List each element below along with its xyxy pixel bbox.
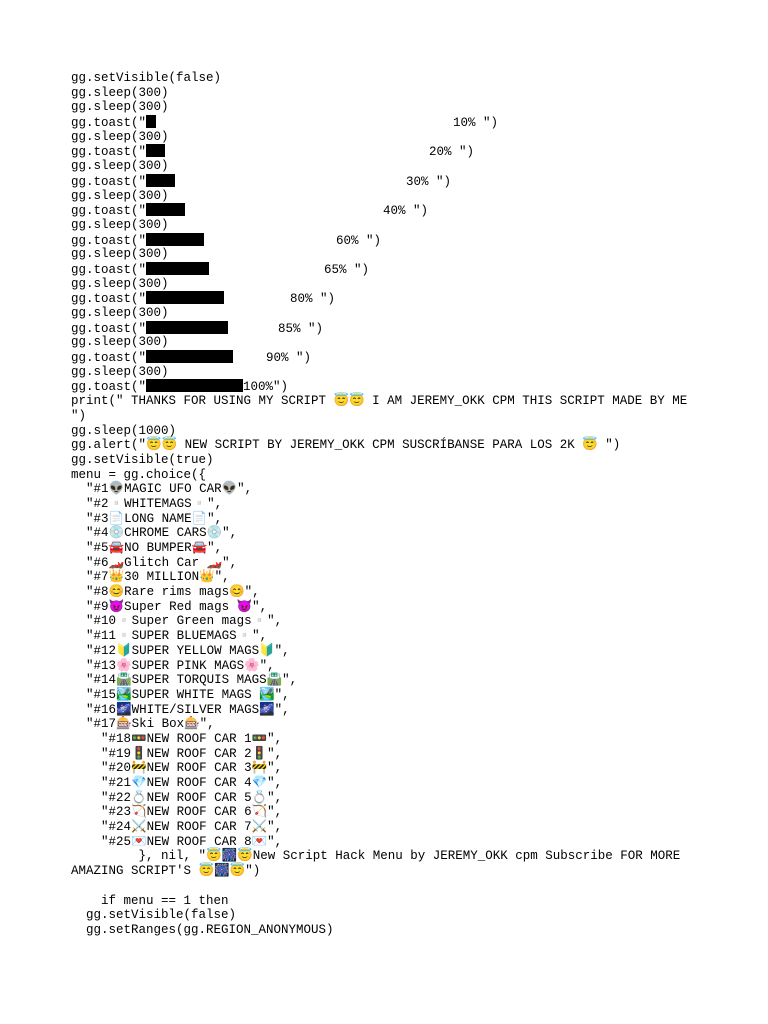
toast-call-text: gg.toast(": [71, 321, 147, 336]
code-line: "#12🔰SUPER YELLOW MAGS🔰",: [71, 643, 290, 658]
toast-progress-line: [71, 350, 691, 365]
toast-progress-line: [71, 233, 691, 248]
toast-call-text: gg.toast(": [71, 174, 147, 189]
code-line: if menu == 1 then: [71, 893, 229, 908]
progress-bar: [146, 350, 233, 363]
code-line: "#7👑30 MILLION👑",: [71, 570, 230, 585]
code-line: gg.sleep(300): [71, 188, 169, 203]
toast-call-text: gg.toast(": [71, 233, 147, 248]
code-document: [71, 71, 691, 938]
code-line: gg.setRanges(gg.REGION_ANONYMOUS): [71, 922, 334, 937]
code-line: "#15🏞️SUPER WHITE MAGS 🏞️",: [71, 687, 290, 702]
code-line: "#19🚦NEW ROOF CAR 2🚦",: [71, 746, 283, 761]
code-line: gg.sleep(300): [71, 217, 169, 232]
code-line: "#10▫️Super Green mags▫️",: [71, 614, 283, 629]
code-line: "#13🌸SUPER PINK MAGS🌸",: [71, 658, 275, 673]
code-line: gg.setVisible(false): [71, 908, 237, 923]
code-line: "#11▫️SUPER BLUEMAGS▫️",: [71, 629, 268, 644]
toast-progress-line: [71, 291, 691, 306]
progress-bar: [146, 379, 243, 392]
code-line: "#5🚘NO BUMPER🚘",: [71, 541, 223, 555]
code-line: "#21💎NEW ROOF CAR 4💎",: [71, 776, 283, 790]
toast-percent-text: 40% "): [383, 204, 429, 219]
toast-progress-line: [71, 174, 691, 189]
code-line: gg.sleep(300): [71, 85, 169, 100]
code-line: gg.sleep(300): [71, 364, 169, 379]
progress-bar: [146, 262, 209, 275]
toast-call-text: gg.toast(": [71, 145, 147, 160]
toast-percent-text: 85% "): [278, 321, 324, 336]
code-line: "#2▫️WHITEMAGS▫️",: [71, 496, 223, 511]
code-line: "): [71, 408, 87, 423]
code-line: menu = gg.choice({: [71, 467, 207, 482]
toast-progress-line: [71, 379, 691, 394]
code-line: print(" THANKS FOR USING MY SCRIPT 😇😇 I AM JEREMY_OKK CPM THIS SCRIPT MADE BY ME: [71, 394, 688, 409]
code-line: gg.sleep(300): [71, 276, 169, 291]
toast-percent-text: 90% "): [266, 351, 312, 366]
toast-call-text: gg.toast(": [71, 292, 147, 307]
code-line: "#14🛣️SUPER TORQUIS MAGS🛣️",: [71, 673, 298, 688]
toast-percent-text: 100%"): [243, 380, 289, 395]
toast-percent-text: 65% "): [324, 262, 370, 277]
toast-progress-line: [71, 262, 691, 277]
toast-call-text: gg.toast(": [71, 116, 147, 131]
toast-percent-text: 60% "): [336, 233, 382, 248]
toast-call-text: gg.toast(": [71, 204, 147, 219]
toast-percent-text: 30% "): [406, 174, 452, 189]
code-line: "#18🚥NEW ROOF CAR 1🚥",: [71, 731, 283, 746]
code-line: AMAZING SCRIPT'S 😇🎆😇"): [71, 864, 261, 879]
toast-call-text: gg.toast(": [71, 380, 147, 395]
code-line: "#9😈Super Red mags 😈",: [71, 599, 268, 614]
toast-percent-text: 80% "): [290, 292, 336, 307]
code-line: "#20🚧NEW ROOF CAR 3🚧",: [71, 761, 283, 776]
progress-bar: [146, 174, 175, 187]
code-line: gg.sleep(300): [71, 306, 169, 320]
code-line: gg.alert("😇😇 NEW SCRIPT BY JEREMY_OKK CPM SUSCRÍBANSE PARA LOS 2K 😇 "): [71, 438, 621, 453]
toast-progress-line: [71, 321, 691, 336]
progress-bar: [146, 291, 224, 304]
progress-bar: [146, 203, 185, 216]
code-line: gg.sleep(300): [71, 335, 169, 350]
code-line: "#4💿CHROME CARS💿",: [71, 526, 238, 541]
code-line: gg.sleep(300): [71, 247, 169, 262]
code-line: "#25💌NEW ROOF CAR 8💌",: [71, 834, 283, 849]
code-line: "#3📄LONG NAME📄",: [71, 511, 223, 526]
code-line: "#17🎰Ski Box🎰",: [71, 717, 215, 732]
code-line: "#24⚔️NEW ROOF CAR 7⚔️",: [71, 820, 283, 835]
toast-call-text: gg.toast(": [71, 351, 147, 366]
code-line: gg.setVisible(false): [71, 71, 222, 85]
code-line: "#1👽MAGIC UFO CAR👽",: [71, 482, 253, 497]
toast-call-text: gg.toast(": [71, 262, 147, 277]
progress-bar: [146, 233, 204, 246]
progress-bar: [146, 115, 156, 128]
progress-bar: [146, 321, 228, 334]
progress-bar: [146, 144, 165, 157]
code-line: gg.sleep(300): [71, 129, 169, 144]
code-line: }, nil, "😇🎆😇New Script Hack Menu by JEREMY_OKK cpm Subscribe FOR MORE: [71, 849, 681, 864]
code-line: "#22💍NEW ROOF CAR 5💍",: [71, 790, 283, 805]
code-line: gg.sleep(300): [71, 159, 169, 174]
toast-percent-text: 20% "): [429, 145, 475, 160]
toast-progress-line: [71, 115, 691, 130]
code-line: "#23🏹NEW ROOF CAR 6🏹",: [71, 805, 283, 820]
code-line: "#8😊Rare rims mags😊",: [71, 585, 260, 600]
code-line: [71, 879, 691, 894]
code-line: gg.sleep(1000): [71, 423, 177, 438]
toast-progress-line: [71, 203, 691, 218]
code-line: gg.setVisible(true): [71, 452, 214, 467]
code-line: "#16🌌WHITE/SILVER MAGS🌌",: [71, 702, 290, 717]
code-line: gg.sleep(300): [71, 100, 169, 115]
code-line: "#6🏎️Glitch Car 🏎️",: [71, 555, 238, 570]
toast-progress-line: [71, 144, 691, 159]
toast-percent-text: 10% "): [453, 116, 499, 131]
